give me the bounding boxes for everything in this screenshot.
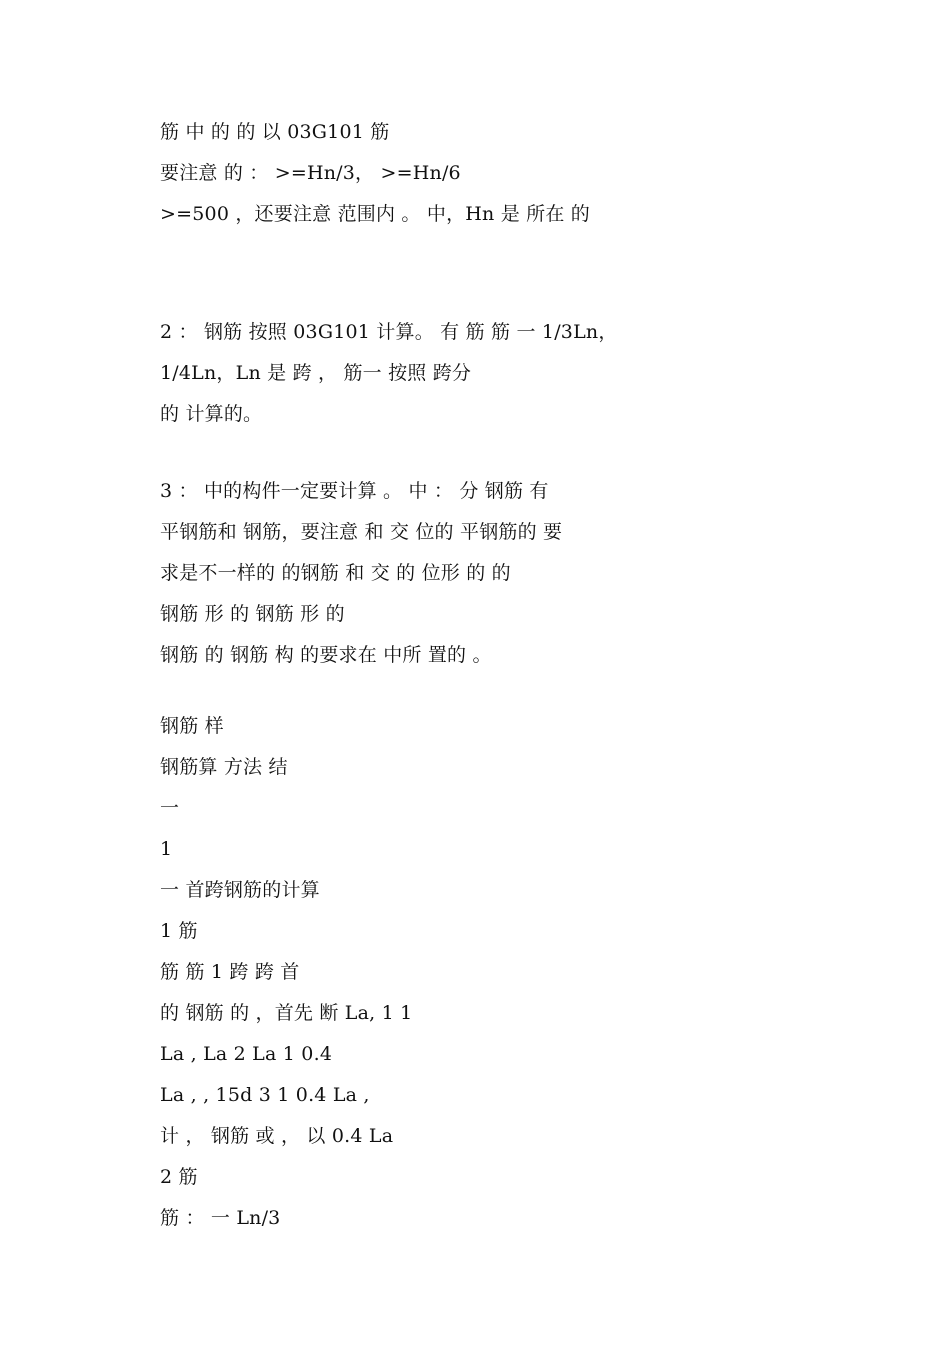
text-line: 2 ： 钢筋 按照 03G101 计算。 有 筋 筋 一 1/3Ln， — [160, 321, 618, 343]
paragraph-gap — [160, 435, 884, 471]
section-heading: 一 首跨钢筋的计算 — [160, 879, 320, 901]
text-line: La , La 2 La 1 0.4 — [160, 1043, 333, 1065]
text-line: 3 ： 中的构件一定要计算 。 中 ： 分 钢筋 有 — [160, 480, 549, 502]
text-line — [160, 235, 884, 276]
paragraph-2 — [160, 312, 884, 435]
outline-section — [160, 706, 884, 1239]
paragraph-gap — [160, 276, 884, 312]
text-line: 要注意 的 ： >=Hn/3， >=Hn/6 — [160, 162, 461, 184]
text-line: La , , 15d 3 1 0.4 La , — [160, 1084, 370, 1106]
text-line: 求是不一样的 的钢筋 和 交 的 位形 的 的 — [160, 562, 511, 584]
section-heading: 一 — [160, 797, 180, 819]
paragraph-3 — [160, 471, 884, 676]
section-heading: 2 筋 — [160, 1166, 198, 1188]
text-line: 的 计算的。 — [160, 403, 263, 425]
text-line: 的 钢筋 的 ，首先 断 La, 1 1 — [160, 1002, 413, 1024]
text-line: 1/4Ln，Ln 是 跨 ， 筋一 按照 跨分 — [160, 362, 472, 384]
paragraph-gap — [160, 676, 884, 706]
section-heading: 1 筋 — [160, 920, 198, 942]
section-heading: 1 — [160, 838, 173, 860]
text-line: 筋 筋 1 跨 跨 首 — [160, 961, 300, 983]
section-heading: 钢筋 样 — [160, 715, 224, 737]
text-line: 计 ， 钢筋 或 ， 以 0.4 La — [160, 1125, 394, 1147]
section-heading: 钢筋算 方法 结 — [160, 756, 288, 778]
text-line: >=500 ，还要注意 范围内 。 中，Hn 是 所在 的 — [160, 203, 590, 225]
text-line: 筋 ： 一 Ln/3 — [160, 1207, 281, 1229]
text-line: 钢筋 形 的 钢筋 形 的 — [160, 603, 345, 625]
paragraph-1 — [160, 112, 884, 276]
text-line: 钢筋 的 钢筋 构 的要求在 中所 置的 。 — [160, 644, 492, 666]
text-line: 平钢筋和 钢筋，要注意 和 交 位的 平钢筋的 要 — [160, 521, 563, 543]
text-line: 筋 中 的 的 以 03G101 筋 — [160, 121, 390, 143]
